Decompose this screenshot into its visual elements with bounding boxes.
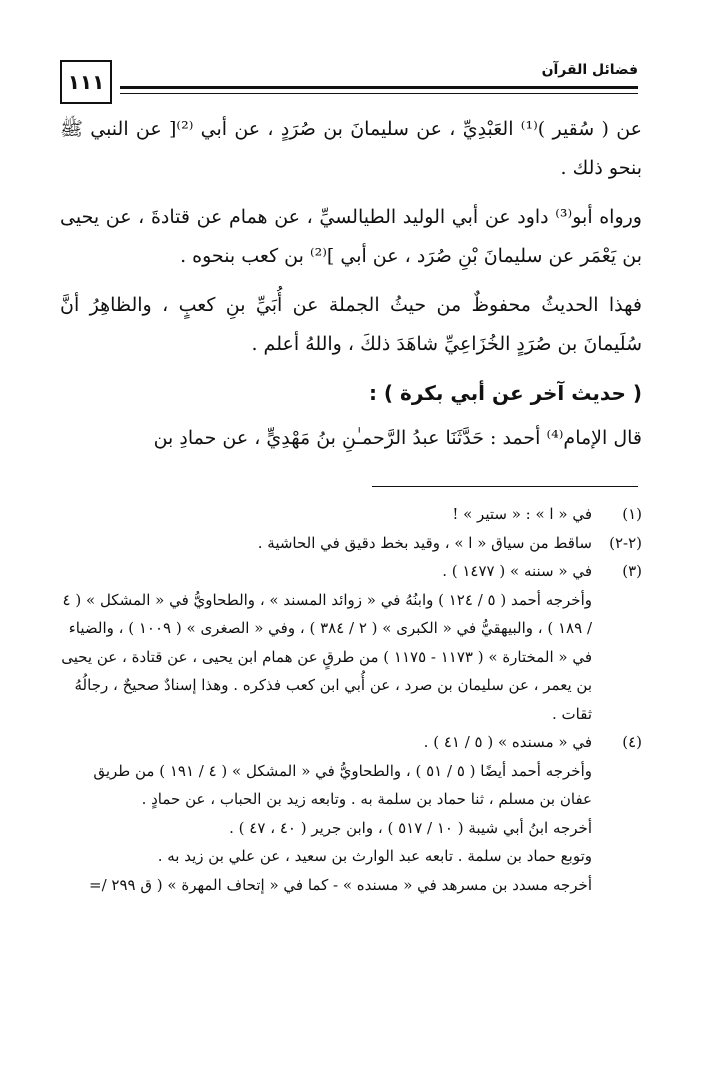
running-title: فضائل القرآن [541, 62, 638, 78]
footnote-text: وأخرجه أحمد ( ٥ / ١٢٤ ) وابنُهُ في « زوائد المسند » ، والطحاويُّ في « المشكل » ( ٤ / ١٨٩ ) ، والبيهقيُّ في « الكبرى » ( ٢ / ٣٨٤ ) ، وفي « الصغرى » ( ١٠٠٩ ) ، والضياء في « المختارة » ( ١١٧٣ - ١١٧٥ ) من طرقٍ عن همام ابن يحيى ، عن قتادة ، عن يحيى بن يعمر ، عن سليمان بن صرد ، عن أُبي ابن كعب فذكره . وهذا إسنادٌ صحيحٌ ، رجالُهُ ثقات . [61, 590, 592, 723]
footnote-4 [60, 728, 642, 757]
main-text [60, 110, 642, 468]
footnote-text: وأخرجه أحمد أيضًا ( ٥ / ٥١ ) ، والطحاويُّ في « المشكل » ( ٤ / ١٩١ ) من طريق عفان بن مسلم ، ثنا حماد بن سلمة به . وتابعه زيد بن الحباب ، عن حمادٍ . [93, 761, 592, 808]
paragraph: عن ( سُقير )⁽¹⁾ العَبْدِيِّ ، عن سليمانَ بن صُرَدٍ ، عن أبي ⁽²⁾[ عن النبي ﷺ بنحو ذلك . [60, 118, 642, 179]
footnote-text: في « مسنده » ( ٥ / ٤١ ) . [423, 733, 592, 751]
footnote-2 [60, 529, 642, 558]
header-rule-thin [120, 93, 638, 94]
footnote-text: ساقط من سياق « ا » ، وقيد بخط دقيق في الحاشية . [257, 533, 592, 552]
footnote-number: (١) [622, 505, 642, 523]
footnotes [60, 500, 642, 899]
paragraph: فهذا الحديثُ محفوظٌ من حيثُ الجملة عن أُبَيِّ بنِ كعبٍ ، والظاهِرُ أنَّ سُلَيمانَ بن صُرَدٍ الخُزَاعِيِّ شاهَدَ ذلكَ ، واللهُ أعلم . [60, 294, 642, 355]
paragraph: قال الإمام⁽⁴⁾ أحمد : حَدَّثَنَا عبدُ الرَّحمـٰنِ بنُ مَهْدِيٍّ ، عن حمادِ بن [153, 427, 642, 449]
footnote-text: أخرجه مسدد بن مسرهد في « مسنده » - كما في « إتحاف المهرة » ( ق ٢٩٩ /= [89, 875, 592, 894]
footnote-text: وتوبع حماد بن سلمة . تابعه عبد الوارث بن سعيد ، عن علي بن زيد به . [157, 847, 592, 865]
footnote-text: في « ا » : « ستير » ! [452, 505, 592, 523]
footnote-3 [60, 557, 642, 586]
footnote-separator [372, 486, 638, 487]
footnote-text: أخرجه ابنُ أبي شيبة ( ١٠ / ٥١٧ ) ، وابن جرير ( ٤٠ ، ٤٧ ) . [229, 818, 592, 837]
page-number: ١١١ [60, 60, 112, 104]
footnote-number: (٤) [622, 733, 642, 751]
section-heading: ( حديث آخر عن أبي بكرة ) : [368, 381, 642, 405]
paragraph: ورواه أبو⁽³⁾ داود عن أبي الوليد الطيالسيِّ ، عن همام عن قتادةَ ، عن يحيى بن يَعْمَر عن سليمانَ بْنِ صُرَد ، عن أبي ]⁽²⁾ بن كعب بنحوه . [60, 206, 642, 267]
page-header [0, 0, 726, 110]
header-rule [120, 86, 638, 89]
footnote-number: (٢-٢) [609, 533, 642, 552]
footnote-1 [60, 500, 642, 529]
footnote-number: (٣) [622, 562, 642, 580]
footnote-text: في « سننه » ( ١٤٧٧ ) . [442, 562, 592, 580]
